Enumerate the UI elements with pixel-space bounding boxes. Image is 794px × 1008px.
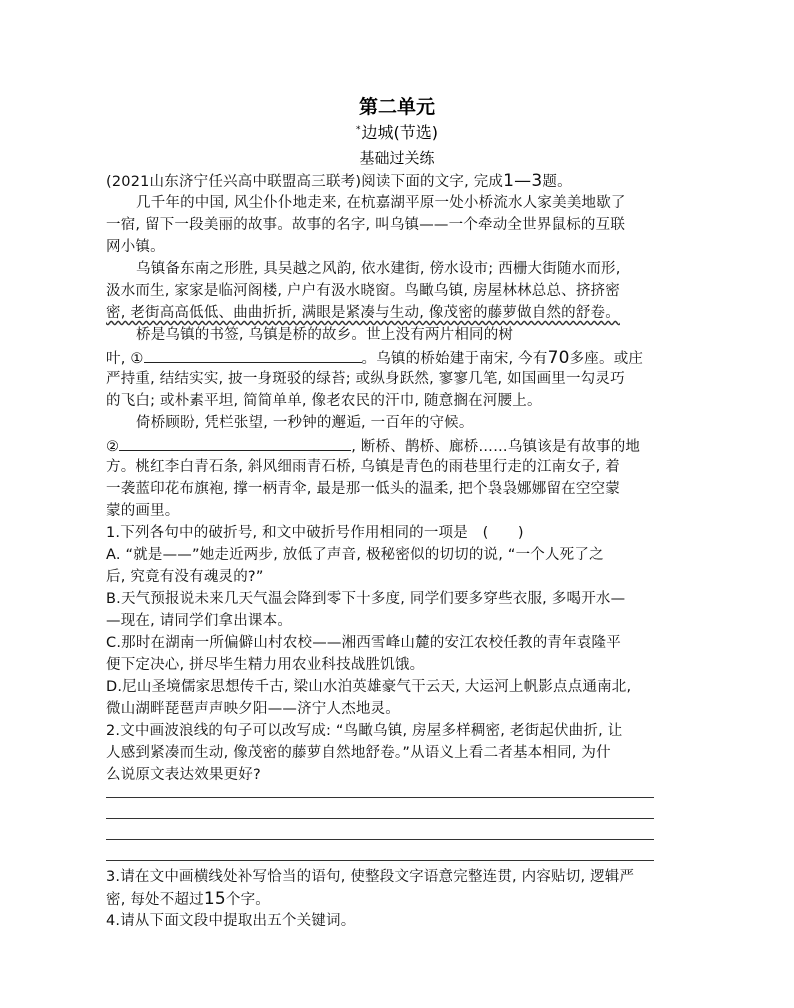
option-a: A. “就是——”她走近两步, 放低了声音, 极秘密似的切切的说, “一个人死了之 <box>106 547 604 563</box>
question-range: 1—3 <box>503 171 543 191</box>
question-1: 1.下列各句中的破折号, 和文中破折号作用相同的一项是 ( ) <box>106 525 524 541</box>
answer-line[interactable] <box>106 860 654 861</box>
passage-line: 倚桥顾盼, 凭栏张望, 一秒钟的邂逅, 一百年的守候。 <box>136 415 474 431</box>
question-3: 3.请在文中画横线处补写恰当的语句, 使整段文字语意完整连贯, 内容贴切, 逻辑严 <box>106 869 635 885</box>
passage-line: 汲水而生, 家家是临河阁楼, 户户有汲水晓窗。鸟瞰乌镇, 房屋林林总总、挤挤密 <box>106 283 620 299</box>
question-3-text-end: 个字。 <box>225 892 270 908</box>
answer-line[interactable] <box>106 797 654 798</box>
passage-text: , 断桥、鹊桥、廊桥……乌镇该是有故事的地 <box>351 439 641 455</box>
answer-line[interactable] <box>106 839 654 840</box>
bridge-count: 70 <box>547 348 570 368</box>
question-2: 2.文中画波浪线的句子可以改写成: “鸟瞰乌镇, 房屋多样稠密, 老街起伏曲折, 让 <box>106 723 623 739</box>
wavy-underlined-sentence: 密, 老街高高低低、曲曲折折, 满眼是紧凑与生动, 像茂密的藤萝做自然的舒卷。 <box>106 305 620 321</box>
passage-text: 。乌镇的桥始建于南宋, 今有 <box>361 351 548 367</box>
passage-line: 严持重, 结结实实, 披一身斑驳的绿苔; 或纵身跃然, 寥寥几笔, 如国画里一勾灵巧 <box>106 371 625 387</box>
passage-line-wavy <box>106 302 706 324</box>
blank-marker-2: ② <box>106 439 120 455</box>
passage-line: 一宿, 留下一段美丽的故事。故事的名字, 叫乌镇——一个牵动全世界鼠标的互联 <box>106 217 626 233</box>
passage-line: 乌镇备东南之形胜, 具吴越之风韵, 依水建街, 傍水设市; 西栅大街随水而形, <box>136 261 621 277</box>
passage-line: 的飞白; 或朴素平坦, 简简单单, 像老农民的汗巾, 随意搁在河腰上。 <box>106 393 542 409</box>
passage-line: 桥是乌镇的书签, 乌镇是桥的故乡。世上没有两片相同的树 <box>136 327 514 343</box>
unit-title: 第二单元 <box>358 96 435 118</box>
option-c-cont: 便下定决心, 拼尽毕生精力用农业科技战胜饥饿。 <box>106 657 425 673</box>
char-limit: 15 <box>203 889 226 909</box>
option-a-cont: 后, 究竟有没有魂灵的?” <box>106 569 264 585</box>
lesson-star-mark: * <box>356 124 361 135</box>
question-3-text: 密, 每处不超过 <box>106 892 204 908</box>
option-b: B.天气预报说未来几天气温会降到零下十多度, 同学们要多穿些衣服, 多喝开水— <box>106 591 626 607</box>
option-b-cont: —现在, 请同学们拿出课本。 <box>106 613 293 629</box>
passage-line-blank-1 <box>106 346 706 370</box>
passage-line: 网小镇。 <box>106 239 165 255</box>
reading-intro <box>106 170 706 193</box>
question-2-cont: 人感到紧凑而生动, 像茂密的藤萝自然地舒卷。”从语义上看二者基本相同, 为什 <box>106 745 611 761</box>
section-title: 基础过关练 <box>359 149 435 167</box>
question-3-cont <box>106 888 706 911</box>
blank-marker-1: 叶, ① <box>106 351 144 367</box>
fill-blank-1[interactable] <box>144 346 362 363</box>
intro-text-end: 题。 <box>542 174 572 190</box>
option-d-cont: 微山湖畔琵琶声声映夕阳——济宁人杰地灵。 <box>106 701 400 717</box>
passage-line: 几千年的中国, 风尘仆仆地走来, 在杭嘉湖平原一处小桥流水人家美美地歇了 <box>136 195 626 211</box>
option-d: D.尼山圣境儒家思想传千古, 梁山水泊英雄豪气干云天, 大运河上帆影点点通南北, <box>106 679 632 695</box>
passage-line: 蒙的画里。 <box>106 503 180 519</box>
passage-line-blank-2 <box>106 434 706 458</box>
passage-text: 多座。或庄 <box>569 351 644 367</box>
intro-text: (2021山东济宁任兴高中联盟高三联考)阅读下面的文字, 完成 <box>106 174 504 190</box>
lesson-title <box>0 120 794 143</box>
passage-line: 方。桃红李白青石条, 斜风细雨青石桥, 乌镇是青色的雨巷里行走的江南女子, 着 <box>106 459 620 475</box>
question-4: 4.请从下面文段中提取出五个关键词。 <box>106 913 356 929</box>
answer-line[interactable] <box>106 818 654 819</box>
option-c: C.那时在湖南一所偏僻山村农校——湘西雪峰山麓的安江农校任教的青年袁隆平 <box>106 635 621 651</box>
fill-blank-2[interactable] <box>119 434 351 451</box>
passage-line: 一袭蓝印花布旗袍, 撑一柄青伞, 最是那一低头的温柔, 把个袅袅娜娜留在空空蒙 <box>106 481 620 497</box>
question-2-cont: 么说原文表达效果更好? <box>106 767 261 783</box>
lesson-title-text: 边城(节选) <box>361 123 438 142</box>
